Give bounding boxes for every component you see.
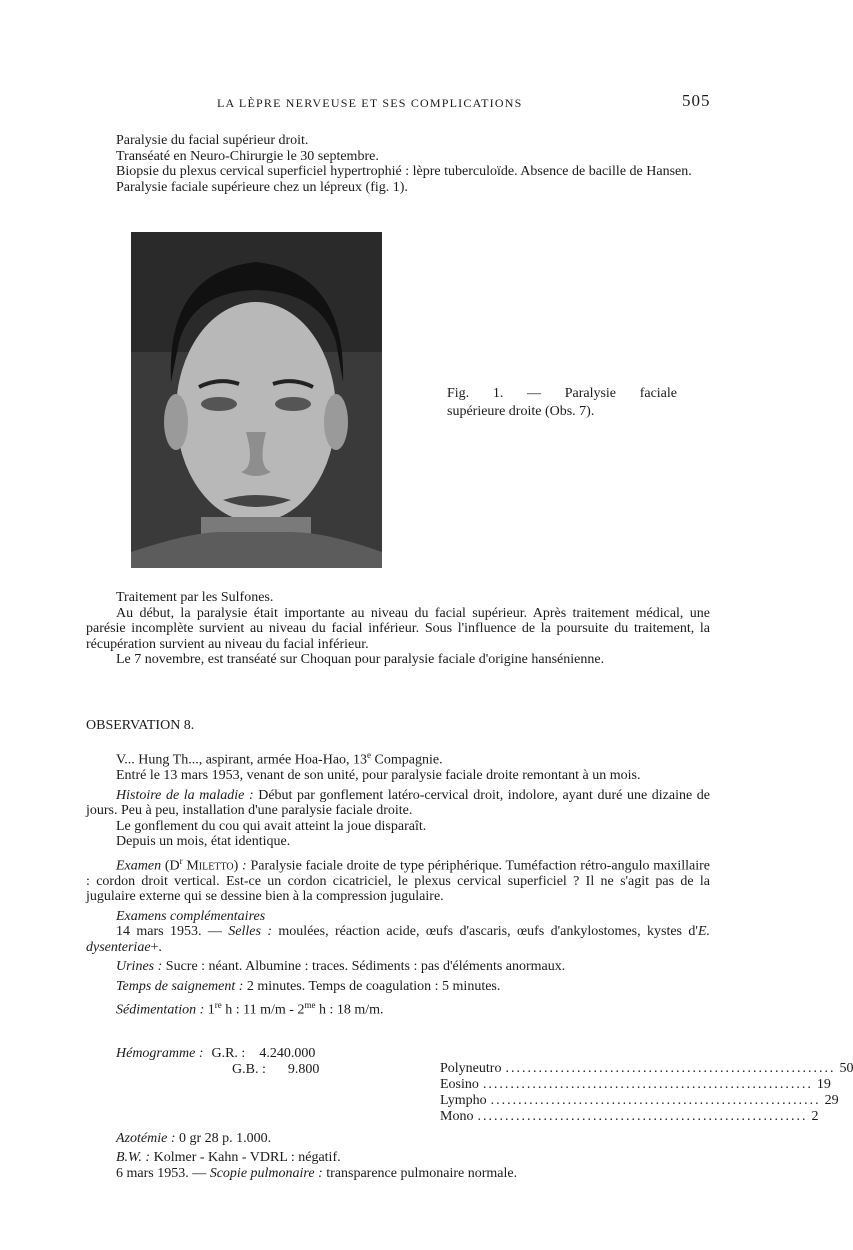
formula-row xyxy=(440,1093,839,1109)
hemo-gr-row: Hémogramme : G.R. : 4.240.000 xyxy=(116,1046,316,1061)
scopie-line: 6 mars 1953. — Scopie pulmonaire : transparence pulmonaire normale. xyxy=(116,1166,518,1181)
examen-text: Paralysie faciale droite de type périphérique. Tuméfaction rétro-angulo maxillaire : cordon droit vertical. Est-ce un cordon cicatriciel, le plexus cervical superficiel ? Il ne s'agit pas de la jugulaire externe qui se dessine bien à la compression jugulaire. xyxy=(86,858,711,905)
figure-caption xyxy=(447,385,677,421)
examen-colon: : xyxy=(238,858,247,874)
patient-text: V... Hung Th..., aspirant, armée Hoa-Hao, 13 xyxy=(116,752,368,768)
page-number: 505 xyxy=(682,91,711,110)
treatment-block xyxy=(86,590,710,668)
formula-label: Polyneutro xyxy=(440,1061,502,1076)
hemo-gb-row: G.B. : 9.800 xyxy=(232,1062,320,1077)
examen-dr: (D xyxy=(161,858,180,874)
intro-line: Transéaté en Neuro-Chirurgie le 30 septembre. xyxy=(116,148,379,164)
intro-line: Biopsie du plexus cervical superficiel hypertrophié : lèpre tuberculoïde. Absence de bacille de Hansen. xyxy=(116,164,692,179)
intro-line: Paralysie du facial supérieur droit. xyxy=(116,133,309,148)
selles-date: 14 mars 1953. — xyxy=(116,924,229,940)
leader-dots: ............................................................ xyxy=(482,1077,813,1092)
temps-label: Temps de saignement : xyxy=(116,978,244,994)
examen-dr-sup: r xyxy=(179,855,183,866)
histoire-label: Histoire de la maladie : xyxy=(116,787,254,803)
bw-line: B.W. : Kolmer - Kahn - VDRL : négatif. xyxy=(116,1150,341,1165)
treatment-paragraph: Traitement par les Sulfones. xyxy=(116,590,274,605)
gonflement-paragraph: Le gonflement du cou qui avait atteint la joue disparaît. xyxy=(116,818,427,834)
sed-label: Sédimentation : xyxy=(116,1002,205,1018)
running-title: LA LÈPRE NERVEUSE ET SES COMPLICATIONS xyxy=(217,96,523,110)
selles-species: E. dysenteriae xyxy=(86,924,710,955)
formula-label: Eosino xyxy=(440,1077,479,1092)
figure-photo xyxy=(131,232,382,568)
examens-title: Examens complémentaires xyxy=(116,908,266,924)
leader-dots: ............................................................ xyxy=(477,1109,808,1124)
selles-label: Selles : xyxy=(228,924,273,940)
patient-end: Compagnie. xyxy=(371,752,443,768)
leader-dots: ............................................................ xyxy=(490,1093,821,1108)
formula-row xyxy=(440,1109,819,1125)
leukocyte-formula xyxy=(440,1061,853,1125)
formula-value: 19 xyxy=(816,1077,831,1092)
formula-value: 29 xyxy=(824,1093,839,1108)
observation-title: OBSERVATION 8. xyxy=(86,718,195,733)
selles-text: moulées, réaction acide, œufs d'ascaris, œufs d'ankylostomes, kystes d' xyxy=(272,924,698,940)
patient-line xyxy=(86,748,710,768)
hemo-label: Hémogramme : xyxy=(116,1046,204,1061)
caption-line: supérieure droite (Obs. 7). xyxy=(447,404,595,419)
formula-label: Lympho xyxy=(440,1093,487,1108)
urines-paragraph xyxy=(86,959,710,975)
urines-text: Sucre : néant. Albumine : traces. Sédiments : pas d'éléments anormaux. xyxy=(162,959,566,975)
formula-row xyxy=(440,1061,853,1077)
depuis-paragraph: Depuis un mois, état identique. xyxy=(116,834,291,850)
intro-block xyxy=(86,133,710,195)
formula-value: 2 xyxy=(811,1109,819,1124)
observation-body xyxy=(86,748,710,1018)
intro-line: Paralysie faciale supérieure chez un lépreux (fig. 1). xyxy=(116,179,408,195)
patient-sup: e xyxy=(367,750,372,760)
caption-line: Fig. 1. — Paralysie faciale xyxy=(447,386,677,401)
histoire-text: Début par gonflement latéro-cervical droit, indolore, ayant duré une dizaine de jours. Peu à peu, installation d'une paralysie faciale droite. xyxy=(86,787,710,819)
urines-label: Urines : xyxy=(116,959,163,975)
treatment-paragraph: Le 7 novembre, est transéaté sur Choquan pour paralysie faciale d'origine hansénienne. xyxy=(116,652,605,667)
formula-row xyxy=(440,1077,831,1093)
temps-text: 2 minutes. Temps de coagulation : 5 minutes. xyxy=(243,978,501,994)
examen-paragraph xyxy=(86,854,710,905)
temps-paragraph xyxy=(86,979,710,995)
hemogramme-block xyxy=(116,1046,319,1078)
histoire-paragraph xyxy=(86,788,710,819)
leader-dots: ............................................................ xyxy=(505,1061,836,1076)
selles-paragraph xyxy=(86,924,710,955)
portrait-image xyxy=(131,232,382,568)
formula-label: Mono xyxy=(440,1109,474,1124)
examen-label: Examen xyxy=(116,858,162,874)
sedimentation-paragraph: Sédimentation : 1re h : 11 $m/m - 2^{me}$ h : 18 m/m. xyxy=(116,1000,384,1018)
examen-name: Miletto) xyxy=(182,858,239,874)
treatment-paragraph: Au début, la paralysie était importante au niveau du facial supérieur. Après traitement médical, une parésie incomplète survient au niveau du facial inférieur. Sous l'influence de la poursuite du traitement, la récupération survient au niveau du facial inférieur. xyxy=(86,605,710,652)
entry-paragraph: Entré le 13 mars 1953, venant de son unité, pour paralysie faciale droite remontant à un mois. xyxy=(116,768,641,784)
formula-value: 50 xyxy=(839,1061,853,1076)
azotemie-line: Azotémie : 0 gr 28 p. 1.000. xyxy=(116,1131,272,1146)
selles-end: +. xyxy=(150,939,162,955)
